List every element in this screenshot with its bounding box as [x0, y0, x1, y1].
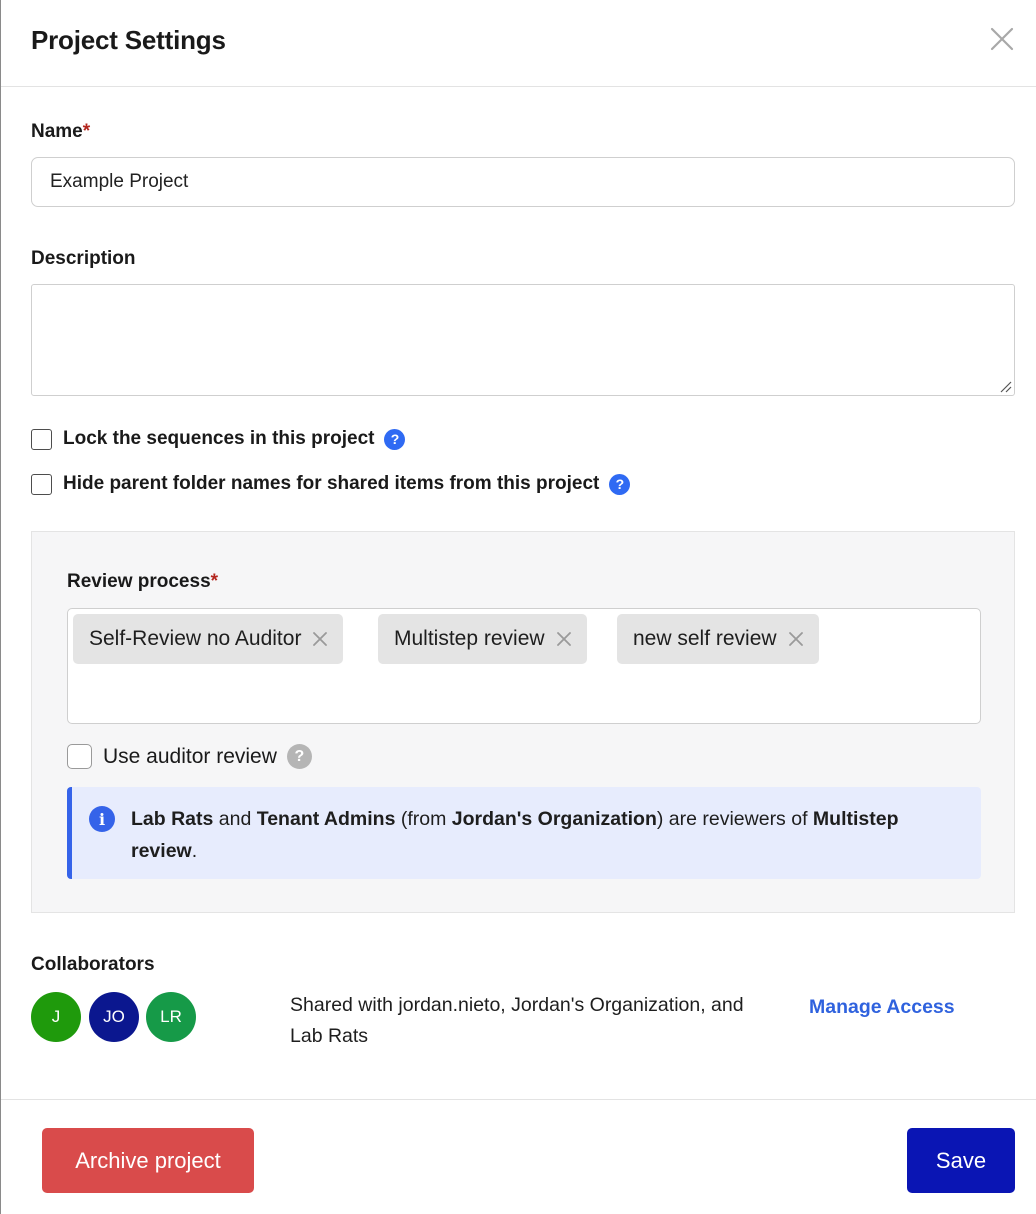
info-process: Multistep review: [131, 808, 899, 862]
description-label: Description: [31, 248, 136, 269]
dialog-header: [1, 0, 1036, 87]
avatar[interactable]: [146, 992, 196, 1042]
info-suffix: ) are reviewers of: [656, 808, 808, 830]
required-mark: *: [82, 121, 91, 142]
lock-sequences-label: Lock the sequences in this project: [63, 428, 375, 449]
tag-remove-icon[interactable]: [555, 630, 573, 648]
review-process-label: [67, 571, 218, 593]
hide-parent-folders-label: Hide parent folder names for shared items from this project: [63, 473, 600, 494]
avatar-initials: LR: [160, 1007, 182, 1026]
shared-with-text: Shared with jordan.nieto, Jordan's Organization, and Lab Rats: [290, 994, 744, 1047]
review-tag-label: new self review: [633, 627, 777, 650]
dialog-title: Project Settings: [31, 25, 226, 55]
review-process-multiselect[interactable]: [67, 608, 981, 724]
description-textarea[interactable]: [31, 284, 1015, 396]
info-org: Jordan's Organization: [451, 808, 657, 830]
save-button[interactable]: Save: [907, 1128, 1015, 1193]
name-input[interactable]: [31, 157, 1015, 207]
info-group-2: Tenant Admins: [256, 808, 396, 830]
close-icon[interactable]: [987, 24, 1017, 54]
review-process-panel: [31, 531, 1015, 913]
lock-sequences-checkbox[interactable]: [31, 429, 52, 450]
review-process-label-text: Review process: [67, 571, 211, 592]
reviewers-info-text: [131, 803, 961, 867]
review-tag-label: Multistep review: [394, 627, 545, 650]
question-icon[interactable]: ?: [384, 429, 405, 450]
required-mark: *: [210, 571, 219, 592]
review-tag: [378, 614, 587, 664]
review-tag: [617, 614, 819, 664]
avatar[interactable]: [89, 992, 139, 1042]
name-label: [31, 121, 90, 143]
auditor-review-checkbox[interactable]: [67, 744, 92, 769]
review-tag: [73, 614, 343, 664]
hide-parent-folders-checkbox[interactable]: [31, 474, 52, 495]
auditor-review-label: Use auditor review: [103, 744, 277, 768]
avatar-initials: JO: [103, 1007, 125, 1026]
archive-project-button[interactable]: Archive project: [42, 1128, 254, 1193]
info-end: .: [191, 840, 198, 862]
hide-parent-folders-row: [31, 473, 630, 495]
avatar[interactable]: [31, 992, 81, 1042]
info-group-1: Lab Rats: [131, 808, 214, 830]
review-tag-label: Self-Review no Auditor: [89, 627, 302, 650]
auditor-review-row: [67, 744, 312, 769]
question-icon[interactable]: ?: [287, 744, 312, 769]
resize-grip-icon[interactable]: [998, 379, 1012, 393]
reviewers-info-box: [67, 787, 981, 879]
manage-access-link[interactable]: Manage Access: [809, 996, 955, 1018]
avatar-initials: J: [51, 1007, 61, 1026]
lock-sequences-row: [31, 428, 405, 450]
question-icon[interactable]: ?: [609, 474, 630, 495]
tag-remove-icon[interactable]: [787, 630, 805, 648]
info-from: (from: [400, 808, 447, 830]
name-label-text: Name: [31, 121, 83, 142]
collaborators-label: Collaborators: [31, 954, 155, 975]
info-icon: i: [89, 806, 115, 832]
info-and: and: [218, 808, 252, 830]
dialog-footer: [1, 1099, 1036, 1214]
tag-remove-icon[interactable]: [311, 630, 329, 648]
